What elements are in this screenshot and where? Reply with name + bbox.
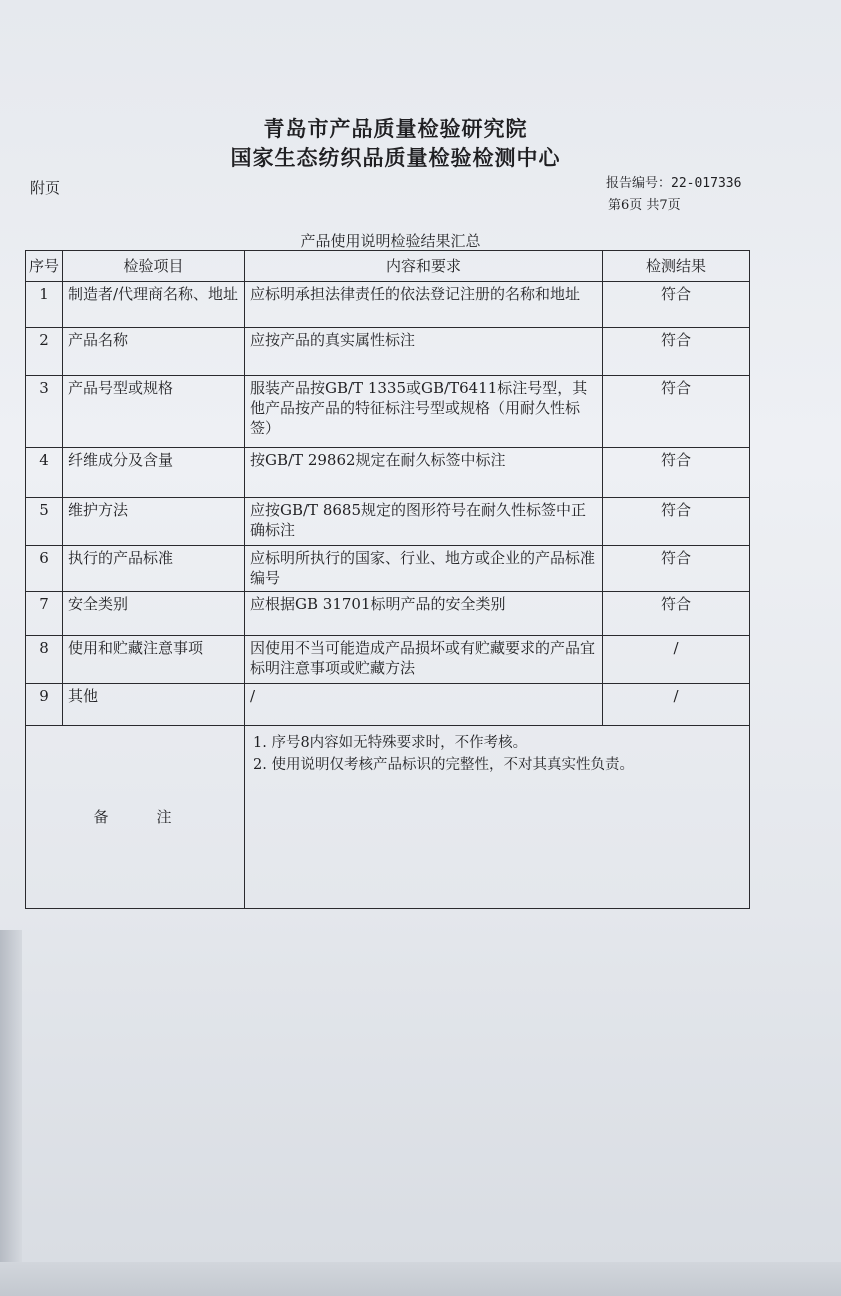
row-number: 7 bbox=[26, 592, 63, 636]
row-number: 8 bbox=[26, 636, 63, 684]
row-number: 1 bbox=[26, 282, 63, 328]
row-item: 执行的产品标准 bbox=[63, 546, 245, 592]
row-requirement: 应根据GB 31701标明产品的安全类别 bbox=[245, 592, 603, 636]
column-header-item: 检验项目 bbox=[63, 251, 245, 282]
row-result: 符合 bbox=[603, 498, 750, 546]
row-item: 安全类别 bbox=[63, 592, 245, 636]
row-number: 3 bbox=[26, 376, 63, 448]
row-item: 产品号型或规格 bbox=[63, 376, 245, 448]
table-row bbox=[26, 282, 750, 328]
background-edge-bottom bbox=[0, 1262, 841, 1296]
row-requirement: / bbox=[245, 684, 603, 726]
row-requirement: 按GB/T 29862规定在耐久标签中标注 bbox=[245, 448, 603, 498]
row-result: 符合 bbox=[603, 328, 750, 376]
row-requirement: 服装产品按GB/T 1335或GB/T6411标注号型，其他产品按产品的特征标注号型或规格（用耐久性标签） bbox=[245, 376, 603, 448]
appendix-label: 附页 bbox=[30, 179, 61, 197]
table-row bbox=[26, 684, 750, 726]
row-result: 符合 bbox=[603, 376, 750, 448]
column-header-no: 序号 bbox=[26, 251, 63, 282]
row-item: 维护方法 bbox=[63, 498, 245, 546]
table-row bbox=[26, 546, 750, 592]
table-row bbox=[26, 376, 750, 448]
row-result: 符合 bbox=[603, 592, 750, 636]
row-item: 产品名称 bbox=[63, 328, 245, 376]
row-item: 使用和贮藏注意事项 bbox=[63, 636, 245, 684]
column-header-requirement: 内容和要求 bbox=[245, 251, 603, 282]
row-item: 其他 bbox=[63, 684, 245, 726]
row-number: 5 bbox=[26, 498, 63, 546]
row-number: 4 bbox=[26, 448, 63, 498]
table-row bbox=[26, 448, 750, 498]
table-row bbox=[26, 592, 750, 636]
row-requirement: 应按产品的真实属性标注 bbox=[245, 328, 603, 376]
table-row bbox=[26, 328, 750, 376]
row-result: / bbox=[603, 636, 750, 684]
row-requirement: 因使用不当可能造成产品损坏或有贮藏要求的产品宜标明注意事项或贮藏方法 bbox=[245, 636, 603, 684]
report-number: 报告编号：22-017336 bbox=[606, 176, 742, 191]
remark-item: 2. 使用说明仅考核产品标识的完整性，不对其真实性负责。 bbox=[253, 757, 634, 773]
remarks-content bbox=[245, 726, 750, 909]
table-header-row bbox=[26, 251, 750, 282]
table-row bbox=[26, 498, 750, 546]
row-result: 符合 bbox=[603, 546, 750, 592]
table-title: 产品使用说明检验结果汇总 bbox=[300, 232, 481, 250]
remark-item: 1. 序号8内容如无特殊要求时，不作考核。 bbox=[253, 735, 528, 751]
row-number: 9 bbox=[26, 684, 63, 726]
column-header-result: 检测结果 bbox=[603, 251, 750, 282]
row-result: 符合 bbox=[603, 448, 750, 498]
row-number: 2 bbox=[26, 328, 63, 376]
inspection-results-table bbox=[25, 250, 750, 909]
organization-title: 青岛市产品质量检验研究院 bbox=[263, 116, 528, 141]
row-requirement: 应标明承担法律责任的依法登记注册的名称和地址 bbox=[245, 282, 603, 328]
remarks-label: 备注 bbox=[26, 726, 245, 909]
row-result: / bbox=[603, 684, 750, 726]
row-item: 纤维成分及含量 bbox=[63, 448, 245, 498]
remarks-row bbox=[26, 726, 750, 909]
page-number: 第6页 共7页 bbox=[608, 198, 681, 213]
organization-subtitle: 国家生态纺织品质量检验检测中心 bbox=[230, 145, 561, 170]
row-requirement: 应按GB/T 8685规定的图形符号在耐久性标签中正确标注 bbox=[245, 498, 603, 546]
row-requirement: 应标明所执行的国家、行业、地方或企业的产品标准编号 bbox=[245, 546, 603, 592]
table-row bbox=[26, 636, 750, 684]
background-edge bbox=[0, 930, 22, 1296]
row-item: 制造者/代理商名称、地址 bbox=[63, 282, 245, 328]
row-number: 6 bbox=[26, 546, 63, 592]
row-result: 符合 bbox=[603, 282, 750, 328]
